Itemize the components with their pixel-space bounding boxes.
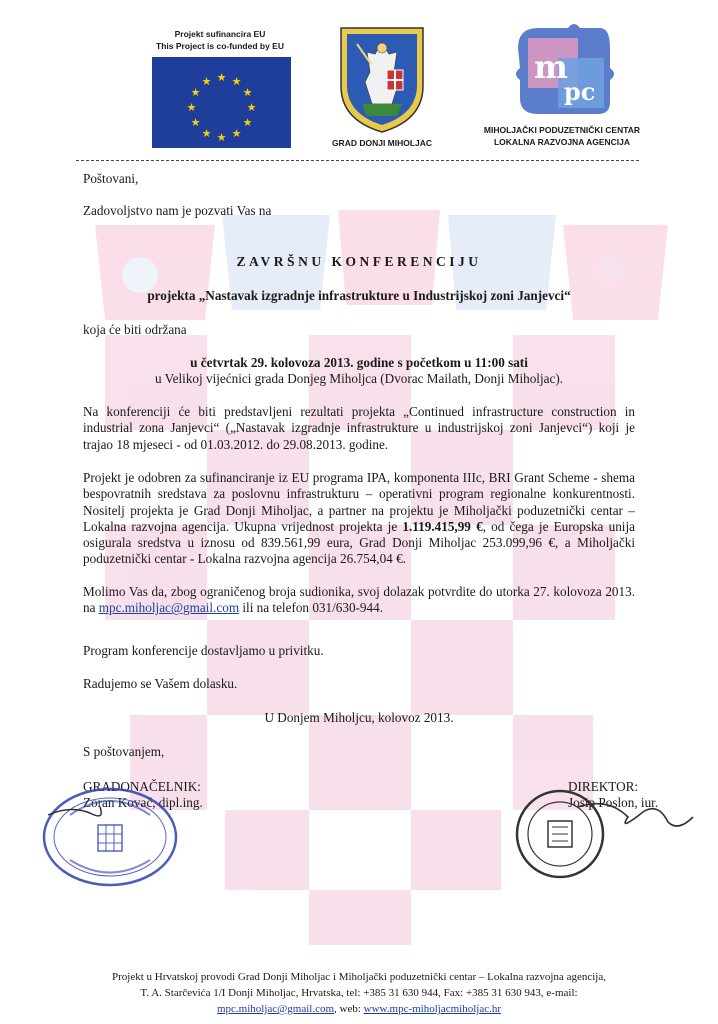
town-coat-of-arms-icon	[337, 24, 427, 136]
project-title: projekta „Nastavak izgradnje infrastrukture u Industrijskoj zoni Janjevci“	[147, 288, 571, 303]
eu-flag-icon	[152, 57, 291, 148]
date-time-line: u četvrtak 29. kolovoza 2013. godine s početkom u 11:00 sati	[190, 355, 528, 370]
director-title: DIREKTOR:	[568, 779, 639, 794]
footer-line3	[60, 1002, 658, 1016]
funding-text-b: , od čega je Europska unija osigurala sredstva u iznosu od 839.561,99 eura, Grad Donji Miholjac 253.099,96 €, a Miholjački poduzetnički centar - Lokalna razvojna agencija 26.754,04 €.	[83, 518, 635, 567]
svg-text:★: ★	[242, 116, 253, 129]
mpc-stamp-and-signature-icon	[508, 787, 698, 882]
footer-web-link[interactable]: www.mpc-miholjacmiholjac.hr	[363, 1003, 502, 1015]
svg-text:★: ★	[231, 75, 242, 88]
closing-line: Radujemo se Vašem dolasku.	[83, 676, 238, 691]
mayor-name: Zoran Kovač, dipl.ing.	[83, 795, 203, 810]
program-line: Program konferencije dostavljamo u privitku.	[83, 643, 324, 658]
greeting: Poštovani,	[83, 171, 139, 186]
svg-text:★: ★	[242, 86, 253, 99]
conference-title: ZAVRŠNU KONFERENCIJU	[236, 254, 482, 269]
svg-text:★: ★	[190, 116, 201, 129]
mpc-caption-line1: MIHOLJAČKI PODUZETNIČKI CENTAR	[483, 125, 641, 135]
svg-text:★: ★	[190, 86, 201, 99]
svg-text:pc: pc	[564, 77, 596, 106]
place-date-line: U Donjem Miholjcu, kolovoz 2013.	[264, 710, 454, 725]
svg-text:★: ★	[246, 101, 257, 114]
footer-email-link[interactable]: mpc.miholjac@gmail.com	[216, 1003, 335, 1015]
total-amount: 1.119.415,99 €	[402, 518, 483, 534]
venue-line: u Velikoj vijećnici grada Donjeg Miholjca (Dvorac Mailath, Donji Miholjac).	[154, 371, 564, 386]
paragraph-rsvp	[83, 584, 635, 617]
town-caption: GRAD DONJI MIHOLJAC	[331, 138, 433, 148]
svg-text:★: ★	[216, 71, 227, 84]
eu-cofunded-line2: This Project is co-funded by EU	[156, 41, 284, 51]
svg-text:★: ★	[186, 101, 197, 114]
invite-line: Zadovoljstvo nam je pozvati Vas na	[83, 203, 272, 218]
paragraph-results: Na konferenciji će biti predstavljeni rezultati projekta „Continued infrastructure construction in industrial zona Janjevci“ („Nastavak izgradnje infrastrukture u industrijskoj zoni Janjevci“) koji je trajao 18 mjeseci - od 01.03.2012. do 29.08.2013. godine.	[83, 404, 635, 452]
eu-cofunded-line1: Projekt sufinancira EU	[174, 29, 266, 39]
svg-text:★: ★	[231, 127, 242, 140]
footer-line2: T. A. Starčevića 1/I Donji Miholjac, Hrvatska, tel: +385 31 630 944, Fax: +385 31 630 943, e-mail:	[140, 987, 578, 999]
svg-text:★: ★	[216, 131, 227, 144]
funding-text-a: Projekt je odobren za sufinanciranje iz EU programa IPA, komponenta IIIc, BRI Grant Scheme - shema bespovratnih sredstava za poslovnu infrastrukturu – operativni program regionalne konkurentnosti. Nositelj projekta je Grad Donji Miholjac, a partner na projektu je Miholjački poduzetnički centar – Lokalna razvojna agencija. Ukupna vrijednost projekta je	[83, 470, 635, 534]
mpc-caption-line2: LOKALNA RAZVOJNA AGENCIJA	[493, 137, 630, 147]
city-stamp-icon	[40, 785, 180, 890]
svg-text:★: ★	[201, 75, 212, 88]
rsvp-email-link[interactable]: mpc.miholjac@gmail.com	[98, 600, 240, 616]
rsvp-text-b: ili na telefon 031/630-944.	[239, 600, 384, 616]
held-line: koja će biti održana	[83, 322, 187, 337]
paragraph-funding	[83, 470, 635, 568]
regards-line: S poštovanjem,	[83, 744, 165, 759]
svg-text:m: m	[534, 48, 568, 86]
footer-line1: Projekt u Hrvatskoj provodi Grad Donji Miholjac i Miholjački poduzetnički centar – Lokalna razvojna agencija,	[112, 971, 606, 983]
director-name: Josip Poslon, iur.	[568, 795, 659, 810]
svg-text:★: ★	[201, 127, 212, 140]
rsvp-text-a: Molimo Vas da, zbog ograničenog broja sudionika, svoj dolazak potvrdite do utorka 27. kolovoza 2013. na	[83, 584, 635, 616]
footer-web-label: , web:	[334, 1003, 364, 1015]
header-divider	[76, 160, 639, 161]
mayor-title: GRADONAČELNIK:	[83, 779, 201, 794]
mpc-logo-icon	[508, 18, 620, 122]
